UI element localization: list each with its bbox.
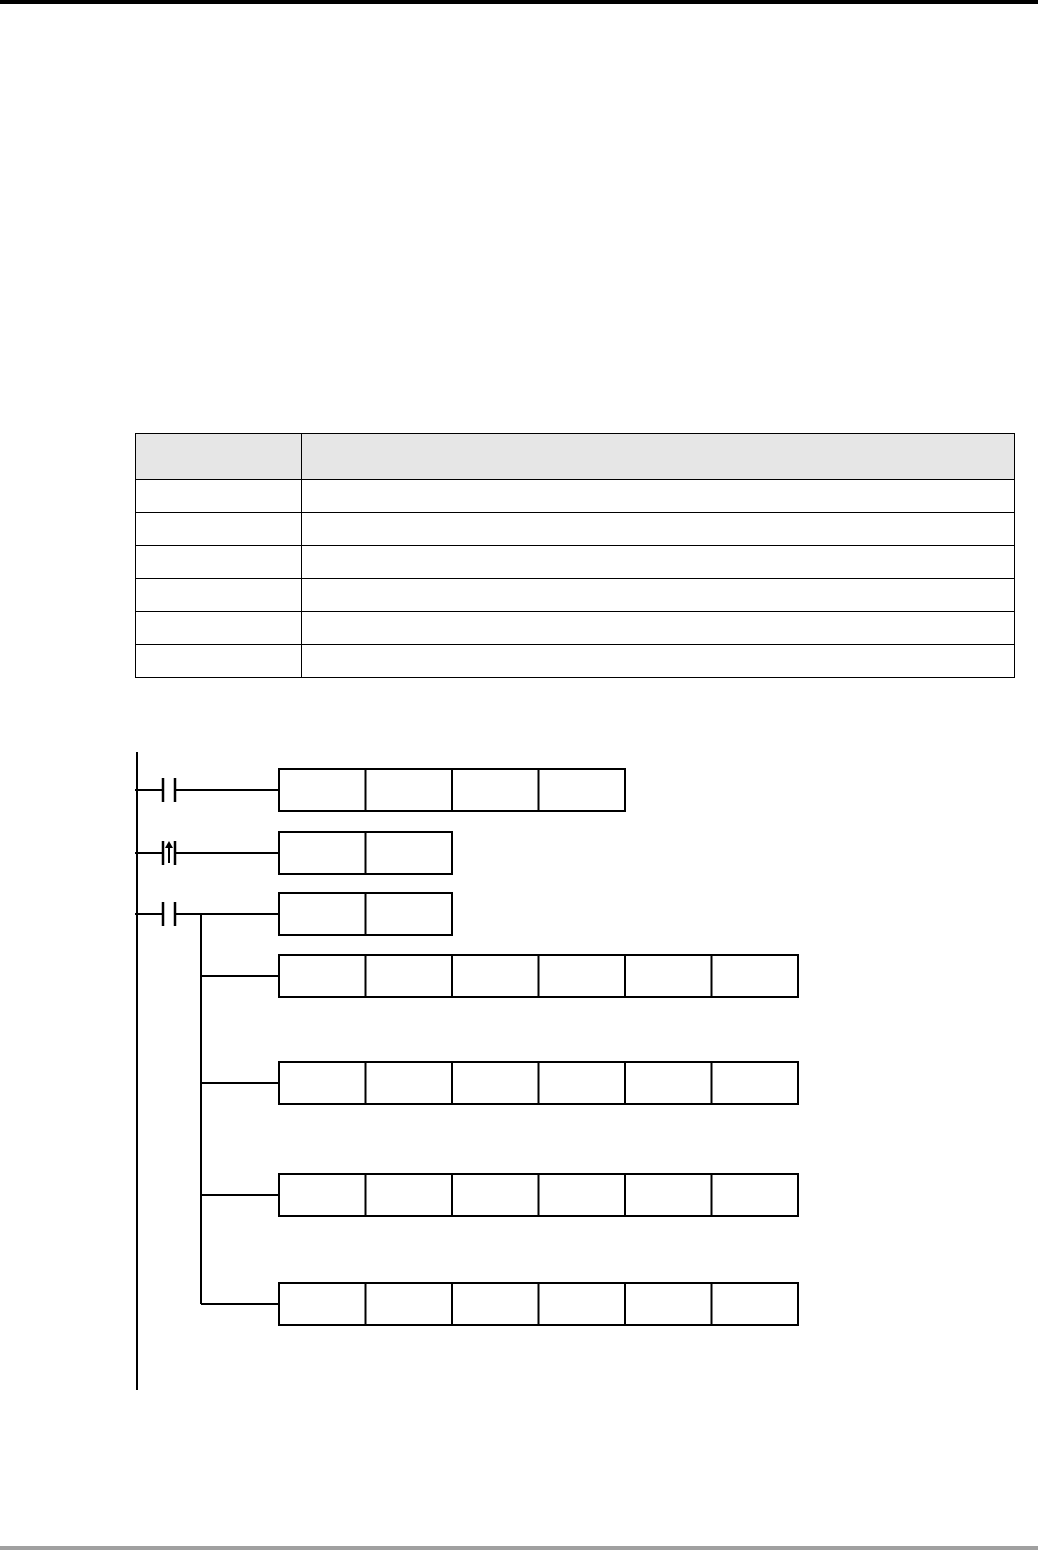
instruction-cell	[452, 1283, 539, 1325]
instruction-cell	[279, 893, 366, 935]
instruction-cell	[539, 1174, 626, 1216]
instruction-cell	[366, 1062, 453, 1104]
instruction-cell	[452, 1062, 539, 1104]
instruction-cell	[625, 1283, 712, 1325]
instruction-cell	[539, 955, 626, 997]
instruction-cell	[712, 1062, 799, 1104]
instruction-cell	[712, 955, 799, 997]
instruction-cell	[539, 769, 626, 811]
instruction-cell	[712, 1283, 799, 1325]
instruction-cell	[366, 893, 453, 935]
ladder-layer	[135, 752, 798, 1390]
instruction-cell	[279, 955, 366, 997]
instruction-cell	[452, 1174, 539, 1216]
instruction-cell	[366, 769, 453, 811]
instruction-cell	[279, 769, 366, 811]
instruction-cell	[366, 1174, 453, 1216]
instruction-cell	[625, 1062, 712, 1104]
instruction-cell	[539, 1062, 626, 1104]
instruction-cell	[279, 832, 366, 874]
instruction-cell	[279, 1062, 366, 1104]
instruction-cell	[366, 955, 453, 997]
instruction-cell	[539, 1283, 626, 1325]
rising-edge-arrow-icon	[165, 841, 173, 848]
instruction-cell	[366, 832, 453, 874]
instruction-cell	[625, 955, 712, 997]
instruction-cell	[625, 1174, 712, 1216]
instruction-cell	[366, 1283, 453, 1325]
instruction-cell	[452, 769, 539, 811]
instruction-cell	[279, 1174, 366, 1216]
bottom-rule	[0, 1546, 1038, 1550]
instruction-cell	[712, 1174, 799, 1216]
instruction-cell	[452, 955, 539, 997]
instruction-cell	[279, 1283, 366, 1325]
